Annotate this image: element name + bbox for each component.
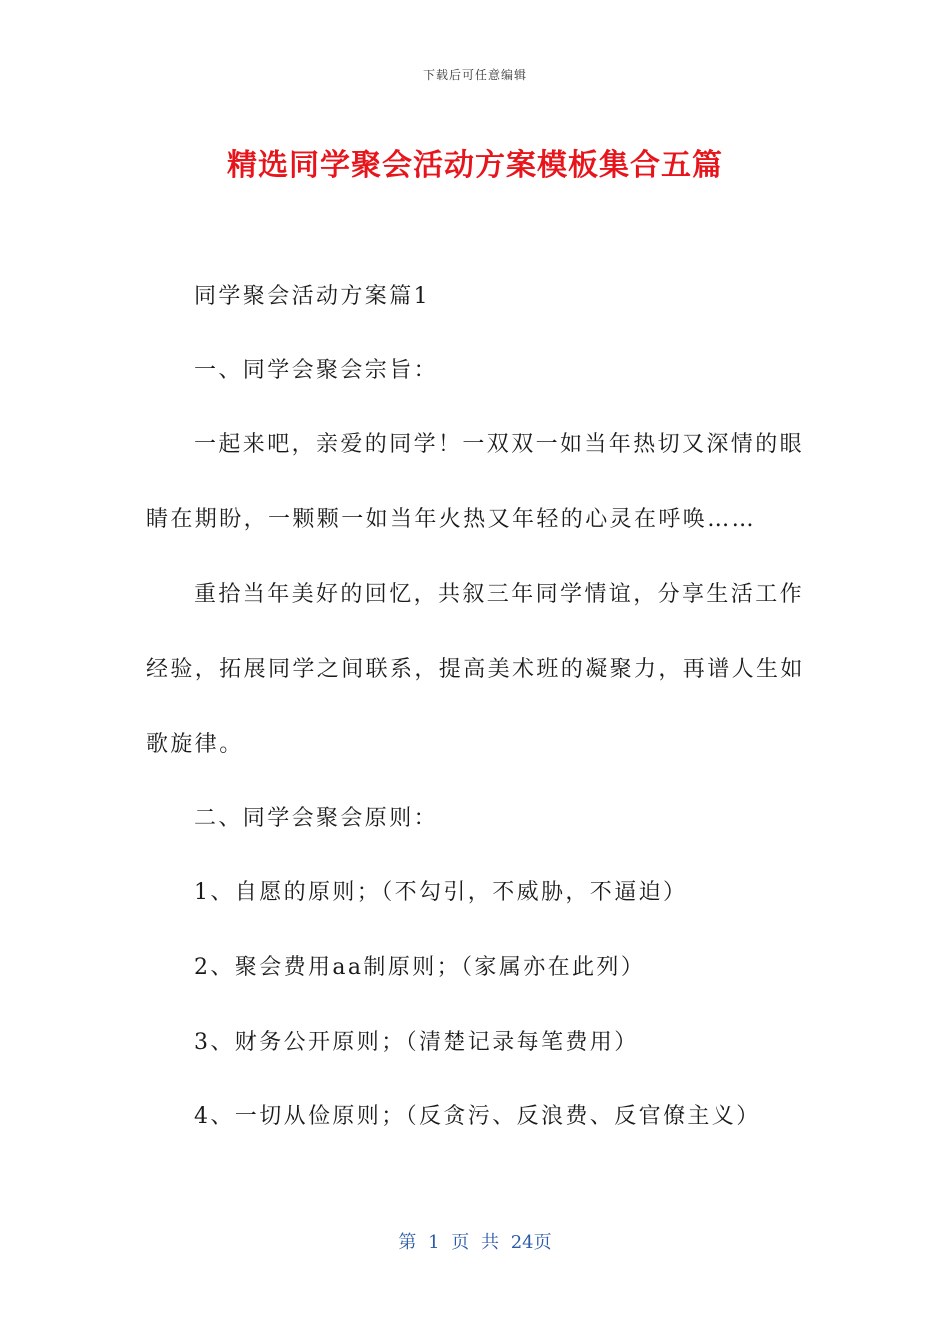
line-principle-1: 1、自愿的原则；（不勾引，不威胁，不逼迫）	[194, 880, 688, 905]
line-principle-2: 2、聚会费用aa制原则；（家属亦在此列）	[194, 955, 646, 980]
document-title: 精选同学聚会活动方案模板集合五篇	[227, 148, 723, 183]
line-purpose-5: 歌旋律。	[146, 732, 244, 757]
line-purpose-heading: 一、同学会聚会宗旨：	[194, 358, 439, 383]
line-principle-4: 4、一切从俭原则；（反贪污、反浪费、反官僚主义）	[194, 1104, 761, 1129]
page-number-footer: 第 1 页 共 24页	[398, 1232, 552, 1253]
line-principle-3: 3、财务公开原则；（清楚记录每笔费用）	[194, 1030, 639, 1055]
line-purpose-1: 一起来吧，亲爱的同学！一双双一如当年热切又深情的眼	[194, 432, 805, 457]
line-purpose-4: 经验，拓展同学之间联系，提高美术班的凝聚力，再谱人生如	[146, 657, 805, 682]
line-purpose-3: 重拾当年美好的回忆，共叙三年同学情谊，分享生活工作	[194, 582, 805, 607]
line-principles-heading: 二、同学会聚会原则：	[194, 806, 439, 831]
header-note: 下载后可任意编辑	[422, 68, 527, 82]
line-purpose-2: 睛在期盼，一颗颗一如当年火热又年轻的心灵在呼唤……	[146, 507, 757, 532]
line-section-heading: 同学聚会活动方案篇1	[194, 284, 430, 309]
